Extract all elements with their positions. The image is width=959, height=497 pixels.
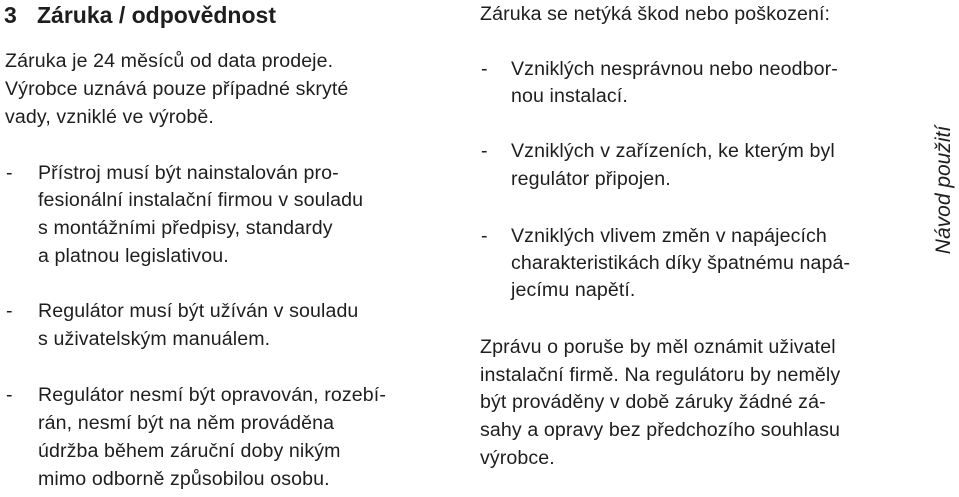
side-label-manual: Návod použití xyxy=(932,125,955,255)
exclusion-line: Vzniklých v zařízeních, ke kterým byl xyxy=(511,140,835,162)
condition-line: s uživatelským manuálem. xyxy=(38,328,271,350)
exclusion-line: Vzniklých vlivem změn v napájecích xyxy=(511,225,827,247)
exclusion-line: nou instalací. xyxy=(511,85,628,107)
note-line: výrobce. xyxy=(480,447,555,469)
list-dash: - xyxy=(6,300,13,322)
section-number: 3 xyxy=(4,2,17,28)
condition-line: Regulátor nesmí být opravován, rozebí- xyxy=(38,384,386,406)
intro-line: Výrobce uznává pouze případné skryté xyxy=(5,78,349,100)
list-dash: - xyxy=(481,58,488,80)
note-line: sahy a opravy bez předchozího souhlasu xyxy=(480,419,840,441)
condition-line: Regulátor musí být užíván v souladu xyxy=(38,300,359,322)
condition-line: a platnou legislativou. xyxy=(38,245,229,267)
condition-line: Přístroj musí být nainstalován pro- xyxy=(38,162,339,184)
exclusions-heading: Záruka se netýká škod nebo poškození: xyxy=(480,3,831,25)
condition-line: fesionální instalační firmou v souladu xyxy=(38,189,364,211)
intro-line: Záruka je 24 měsíců od data prodeje. xyxy=(5,50,334,72)
condition-line: s montážními předpisy, standardy xyxy=(38,217,333,239)
exclusion-line: jecímu napětí. xyxy=(511,279,636,301)
list-dash: - xyxy=(6,162,13,184)
exclusion-line: Vzniklých nesprávnou nebo neodbor- xyxy=(511,58,838,80)
condition-line: rán, nesmí být na něm prováděna xyxy=(38,412,335,434)
note-line: Zprávu o poruše by měl oznámit uživatel xyxy=(480,336,836,358)
list-dash: - xyxy=(6,384,13,406)
section-heading xyxy=(4,1,276,29)
list-dash: - xyxy=(481,140,488,162)
section-title: Záruka / odpovědnost xyxy=(37,2,276,28)
exclusion-line: regulátor připojen. xyxy=(511,168,671,190)
condition-line: mimo odborně způsobilou osobu. xyxy=(38,468,330,490)
intro-line: vady, vzniklé ve výrobě. xyxy=(5,106,214,128)
list-dash: - xyxy=(481,225,488,247)
note-line: být prováděny v době záruky žádné zá- xyxy=(480,391,826,413)
exclusion-line: charakteristikách díky špatnému napá- xyxy=(511,252,851,274)
condition-line: údržba během záruční doby nikým xyxy=(38,440,341,462)
note-line: instalační firmě. Na regulátoru by neměly xyxy=(480,364,841,386)
